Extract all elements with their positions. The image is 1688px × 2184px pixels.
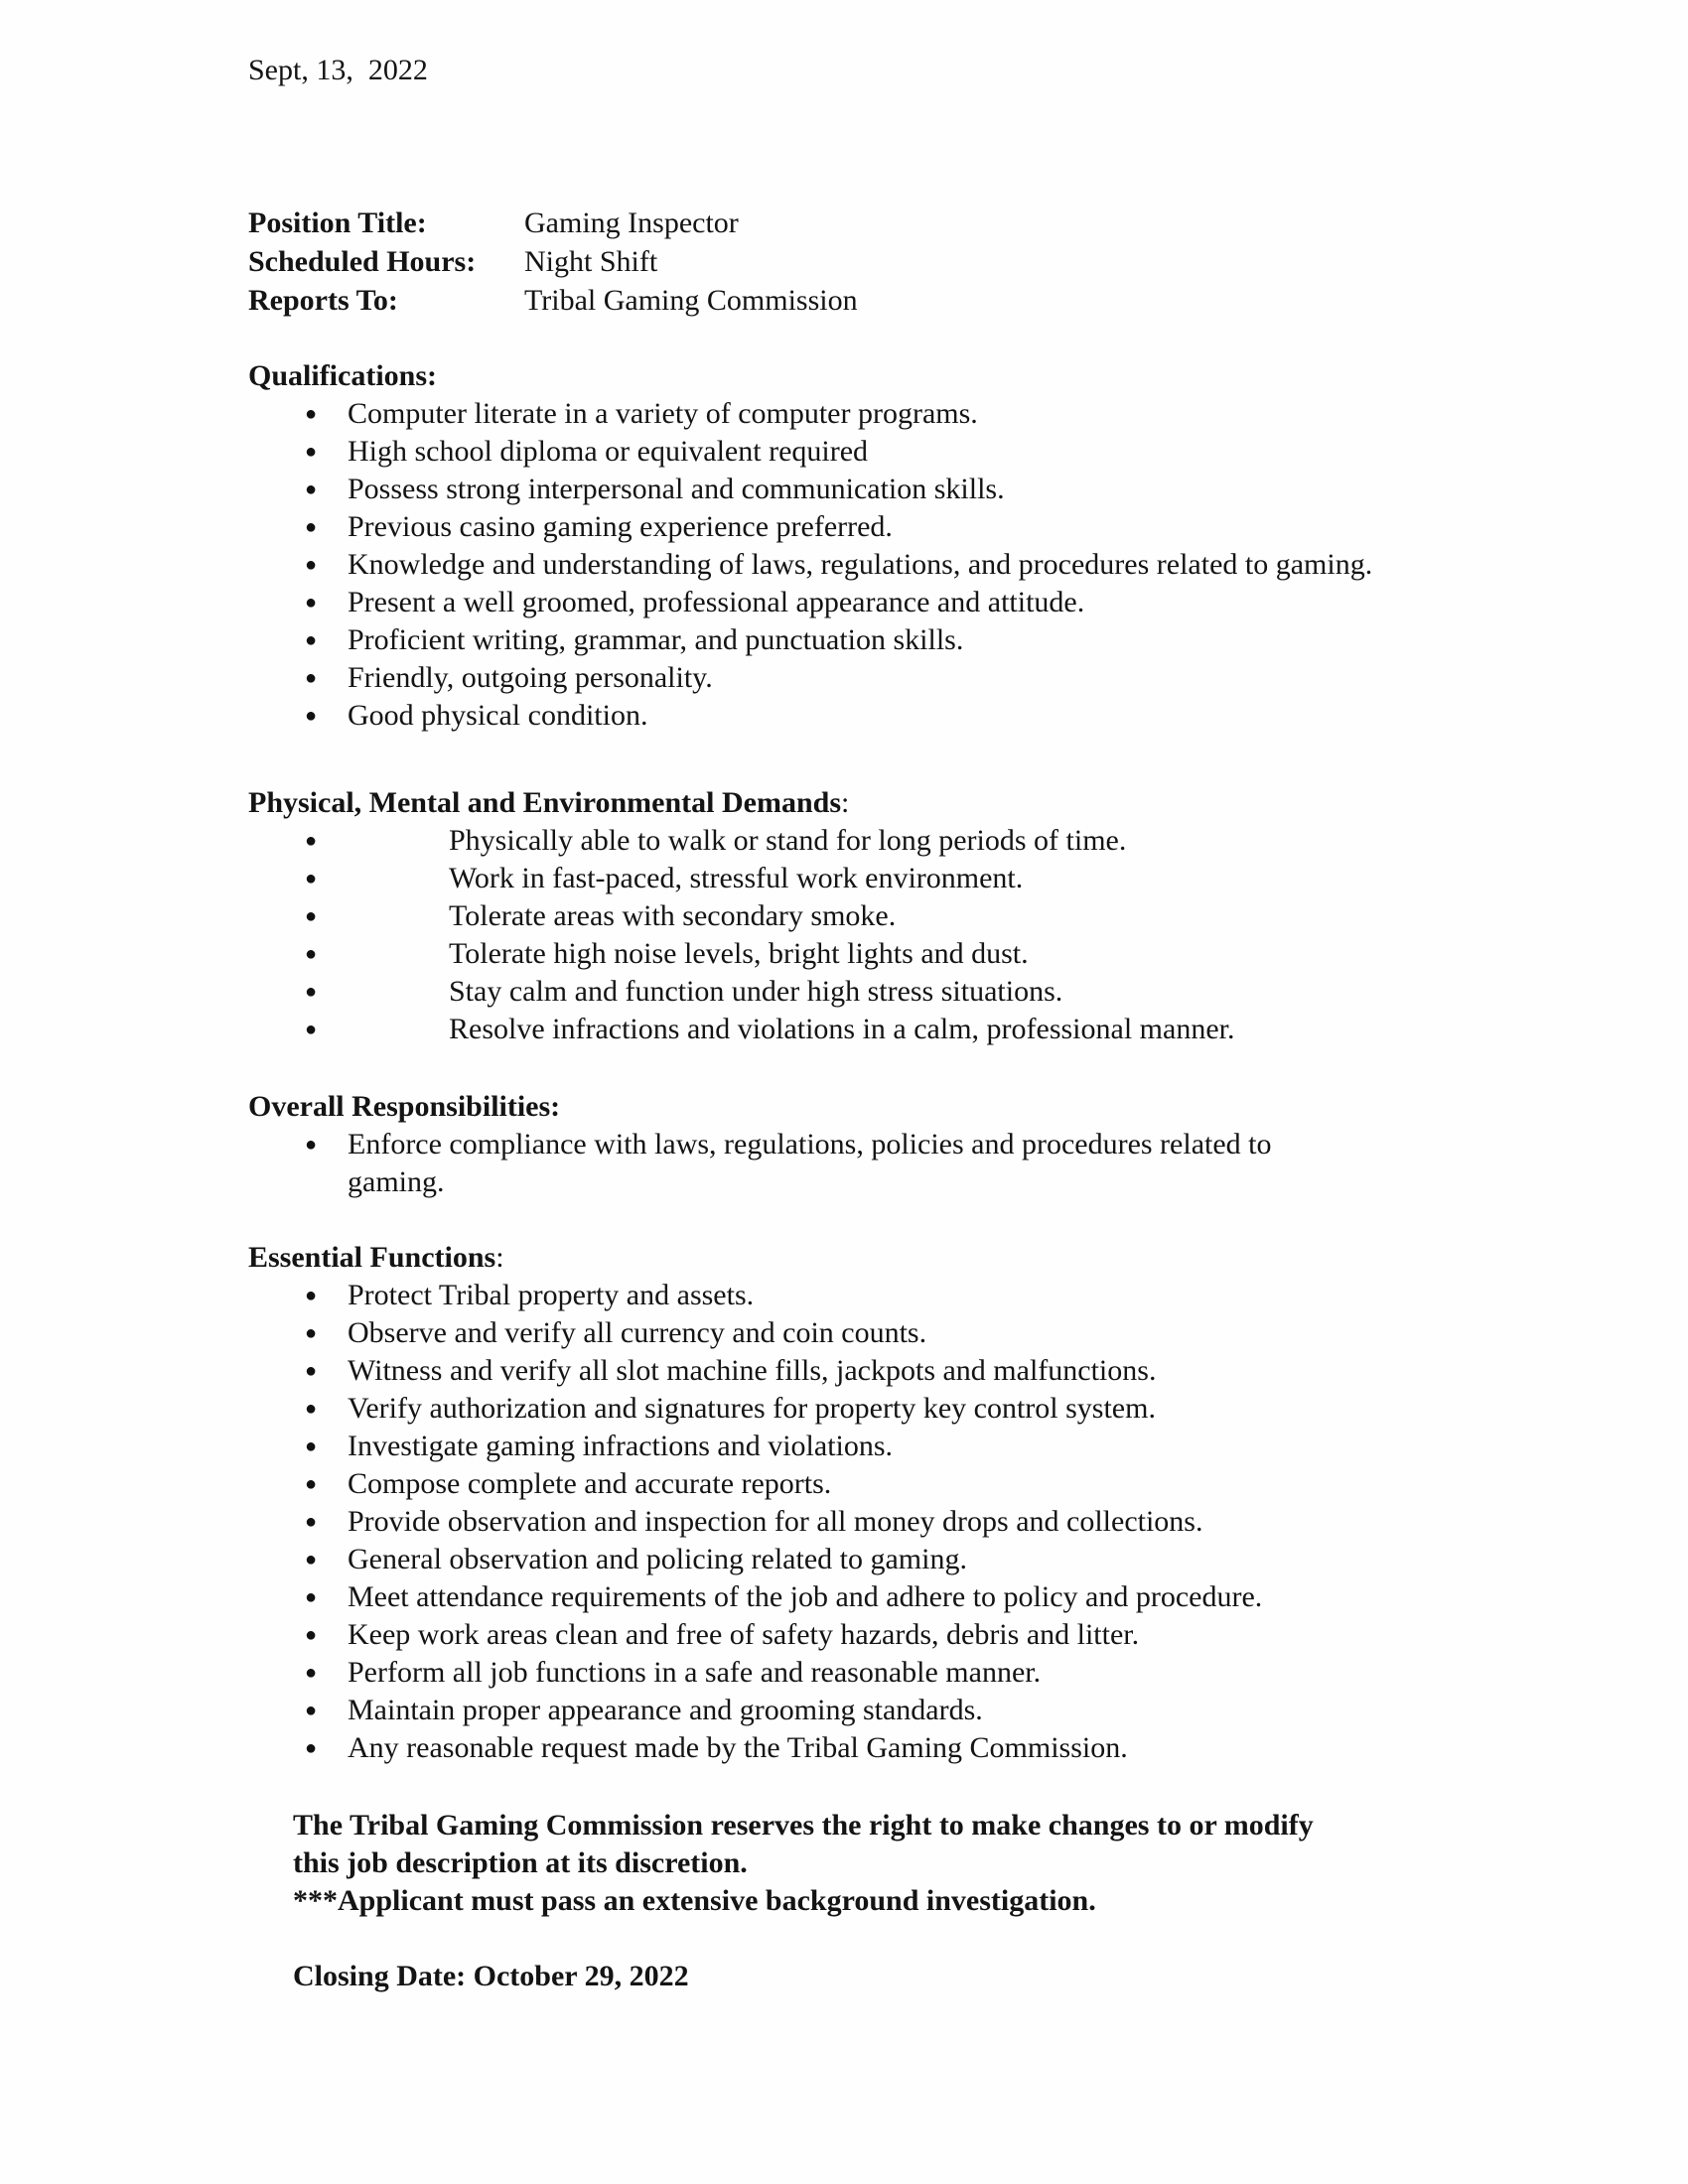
bullet-dot-icon: ● [305, 1435, 318, 1457]
bullet-item-text: Investigate gaming infractions and violations. [348, 1430, 894, 1462]
section-qualifications [248, 357, 1569, 735]
bullet-item [248, 1126, 1569, 1201]
bullet-item [248, 1578, 1569, 1616]
bullet-dot-icon: ● [305, 1398, 318, 1420]
header-field-row [248, 204, 1569, 242]
notice-line: ***Applicant must pass an extensive background investigation. [293, 1884, 1096, 1917]
bullet-dot-icon: ● [305, 1624, 318, 1646]
physical-demands-heading-text: Physical, Mental and Environmental Demands [248, 786, 841, 819]
bullet-item-text: Computer literate in a variety of computer programs. [348, 397, 978, 430]
notice-line: The Tribal Gaming Commission reserves the right to make changes to or modify [293, 1809, 1314, 1842]
bullet-item [248, 471, 1569, 508]
bullet-dot-icon: ● [305, 1662, 318, 1684]
qualifications-heading-text: Qualifications: [248, 359, 438, 392]
field-value: Night Shift [524, 245, 658, 278]
overall-responsibilities-list [248, 1126, 1569, 1201]
essential-functions-heading-colon: : [495, 1241, 504, 1274]
bullet-item-line-1: Enforce compliance with laws, regulations, policies and procedures related to [348, 1128, 1272, 1160]
bullet-item [248, 1729, 1569, 1767]
section-physical-demands [248, 784, 1569, 1048]
bullet-dot-icon: ● [305, 1360, 318, 1382]
bullet-dot-icon: ● [305, 441, 318, 463]
commission-notice [293, 1807, 1569, 1920]
section-essential-functions [248, 1239, 1569, 1767]
bullet-item-text: Previous casino gaming experience preferred. [348, 510, 893, 543]
bullet-dot-icon: ● [305, 705, 318, 727]
bullet-item [248, 1692, 1569, 1729]
bullet-item [248, 433, 1569, 471]
overall-responsibilities-heading [248, 1088, 1569, 1126]
bullet-item [248, 1503, 1569, 1541]
bullet-item-text: Observe and verify all currency and coin counts. [348, 1316, 927, 1349]
document-date: Sept, 13, 2022 [248, 54, 428, 86]
bullet-item-text: Good physical condition. [348, 699, 648, 732]
header-field-row [248, 281, 1569, 320]
bullet-item [248, 584, 1569, 621]
bullet-dot-icon: ● [305, 1322, 318, 1344]
bullet-dot-icon: ● [305, 905, 318, 927]
bullet-dot-icon: ● [305, 868, 318, 889]
bullet-dot-icon: ● [305, 516, 318, 538]
bullet-item [248, 1465, 1569, 1503]
section-overall-responsibilities [248, 1088, 1569, 1201]
bullet-dot-icon: ● [305, 830, 318, 852]
bullet-item [248, 1390, 1569, 1428]
bullet-item [248, 973, 1569, 1011]
bullet-dot-icon: ● [305, 667, 318, 689]
qualifications-list [248, 395, 1569, 735]
bullet-item-text: Stay calm and function under high stress situations. [449, 975, 1063, 1008]
field-label: Scheduled Hours: [248, 245, 477, 278]
bullet-dot-icon: ● [305, 629, 318, 651]
physical-demands-heading-colon: : [841, 786, 850, 819]
bullet-dot-icon: ● [305, 1511, 318, 1533]
bullet-item-text: Meet attendance requirements of the job and adhere to policy and procedure. [348, 1580, 1263, 1613]
bullet-dot-icon: ● [305, 1134, 318, 1156]
bullet-dot-icon: ● [305, 1737, 318, 1759]
bullet-item [248, 1428, 1569, 1465]
bullet-item-text: Work in fast-paced, stressful work environment. [449, 862, 1024, 894]
bullet-item-text: Physically able to walk or stand for long periods of time. [449, 824, 1127, 857]
bullet-item [248, 860, 1569, 897]
bullet-dot-icon: ● [305, 1473, 318, 1495]
bullet-item [248, 1616, 1569, 1654]
physical-demands-list [248, 822, 1569, 1048]
bullet-dot-icon: ● [305, 592, 318, 614]
bullet-dot-icon: ● [305, 1285, 318, 1306]
bullet-dot-icon: ● [305, 554, 318, 576]
overall-responsibilities-heading-text: Overall Responsibilities: [248, 1090, 561, 1123]
bullet-item-text: Provide observation and inspection for all money drops and collections. [348, 1505, 1203, 1538]
bullet-item-text: Friendly, outgoing personality. [348, 661, 713, 694]
bullet-dot-icon: ● [305, 403, 318, 425]
field-label: Reports To: [248, 284, 398, 317]
physical-demands-heading [248, 784, 1569, 822]
bullet-item-text: Tolerate areas with secondary smoke. [449, 899, 897, 932]
bullet-item [248, 822, 1569, 860]
bullet-item-text: Perform all job functions in a safe and reasonable manner. [348, 1656, 1042, 1689]
bullet-dot-icon: ● [305, 1549, 318, 1570]
bullet-dot-icon: ● [305, 981, 318, 1003]
essential-functions-heading-text: Essential Functions [248, 1241, 496, 1274]
bullet-item [248, 659, 1569, 697]
bullet-item [248, 1654, 1569, 1692]
field-value: Gaming Inspector [524, 206, 739, 239]
bullet-item-text: Resolve infractions and violations in a calm, professional manner. [449, 1013, 1235, 1045]
bullet-dot-icon: ● [305, 1019, 318, 1040]
bullet-item-text: Witness and verify all slot machine fills, jackpots and malfunctions. [348, 1354, 1157, 1387]
bullet-item [248, 897, 1569, 935]
bullet-item-text: Protect Tribal property and assets. [348, 1279, 755, 1311]
bullet-item [248, 1277, 1569, 1314]
bullet-item [248, 508, 1569, 546]
notice-line: this job description at its discretion. [293, 1846, 748, 1879]
bullet-item [248, 1314, 1569, 1352]
bullet-item [248, 621, 1569, 659]
bullet-item-text: Compose complete and accurate reports. [348, 1467, 832, 1500]
bullet-item [248, 935, 1569, 973]
bullet-item-text: Possess strong interpersonal and communication skills. [348, 473, 1005, 505]
bullet-item [248, 1011, 1569, 1048]
bullet-dot-icon: ● [305, 1700, 318, 1721]
field-value: Tribal Gaming Commission [524, 284, 858, 317]
bullet-item [248, 395, 1569, 433]
header-field-row [248, 242, 1569, 281]
bullet-item [248, 697, 1569, 735]
bullet-item [248, 546, 1569, 584]
essential-functions-heading [248, 1239, 1569, 1277]
closing-date: Closing Date: October 29, 2022 [293, 1960, 689, 1992]
bullet-item [248, 1352, 1569, 1390]
bullet-item-text: Keep work areas clean and free of safety hazards, debris and litter. [348, 1618, 1140, 1651]
essential-functions-list [248, 1277, 1569, 1767]
bullet-item-text [348, 1126, 1569, 1201]
bullet-item [248, 1541, 1569, 1578]
bullet-dot-icon: ● [305, 943, 318, 965]
bullet-item-text: Verify authorization and signatures for property key control system. [348, 1392, 1156, 1425]
bullet-item-text: Present a well groomed, professional appearance and attitude. [348, 586, 1085, 618]
bullet-item-text: Any reasonable request made by the Tribal Gaming Commission. [348, 1731, 1128, 1764]
header-fields [248, 204, 1569, 320]
bullet-item-text: Maintain proper appearance and grooming standards. [348, 1694, 983, 1726]
bullet-item-text: General observation and policing related to gaming. [348, 1543, 967, 1575]
bullet-item-text: Tolerate high noise levels, bright lights and dust. [449, 937, 1029, 970]
bullet-item-text: Proficient writing, grammar, and punctuation skills. [348, 623, 964, 656]
qualifications-heading [248, 357, 1569, 395]
field-label: Position Title: [248, 206, 427, 239]
bullet-dot-icon: ● [305, 478, 318, 500]
bullet-item-line-2: gaming. [348, 1165, 445, 1198]
bullet-item-text: High school diploma or equivalent required [348, 435, 869, 468]
bullet-dot-icon: ● [305, 1586, 318, 1608]
bullet-item-text: Knowledge and understanding of laws, regulations, and procedures related to gaming. [348, 548, 1373, 581]
